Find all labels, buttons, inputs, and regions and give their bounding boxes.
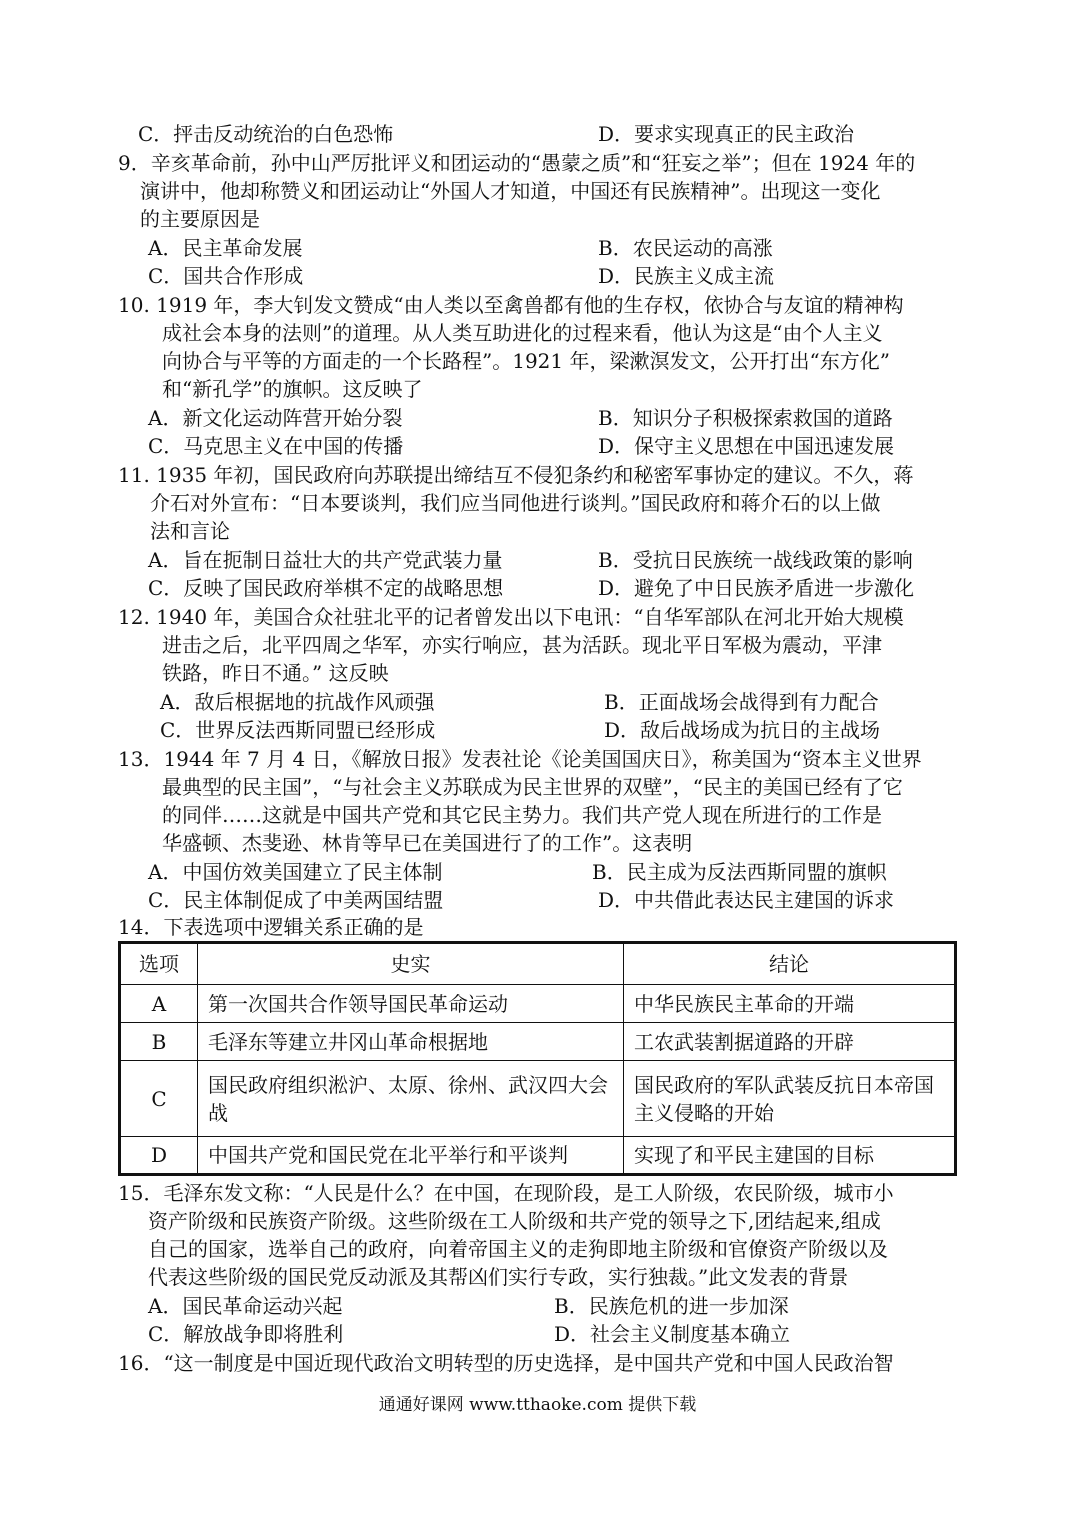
table-cell-fact: 国民政府组织淞沪、太原、徐州、武汉四大会战	[198, 1061, 624, 1137]
table-cell-conclusion: 工农武装割据道路的开辟	[624, 1023, 956, 1061]
q11-option-d: D．避免了中日民族矛盾进一步激化	[598, 576, 915, 600]
q13-stem-line: 13．1944 年 7 月 4 日，《解放日报》发表社论《论美国国庆日》，称美国为“资本主义世界	[118, 747, 922, 771]
table-cell-option: C	[120, 1061, 198, 1137]
table-row	[120, 1137, 956, 1175]
q12-stem-line: 铁路，昨日不通。” 这反映	[162, 661, 389, 685]
q8-option-d: D．要求实现真正的民主政治	[598, 122, 855, 146]
q15-option-c: C．解放战争即将胜利	[148, 1322, 344, 1346]
q10-option-b: B．知识分子积极探索救国的道路	[598, 406, 893, 430]
table-header-fact: 史实	[198, 943, 624, 985]
q13-stem-line: 的同伴……这就是中国共产党和其它民主势力。我们共产党人现在所进行的工作是	[162, 803, 882, 827]
table-row	[120, 1023, 956, 1061]
q9-stem-line: 的主要原因是	[140, 207, 260, 231]
page-footer: 通通好课网 www.tthaoke.com 提供下载	[378, 1395, 697, 1415]
q10-stem-line: 和“新孔学”的旗帜。这反映了	[162, 377, 423, 401]
q15-stem-line: 自己的国家，选举自己的政府，向着帝国主义的走狗即地主阶级和官僚资产阶级以及	[148, 1237, 888, 1261]
table-cell-fact: 毛泽东等建立井冈山革命根据地	[198, 1023, 624, 1061]
table-cell-fact: 第一次国共合作领导国民革命运动	[198, 985, 624, 1023]
table-row	[120, 1061, 956, 1137]
q13-stem-line: 最典型的民主国”，“与社会主义苏联成为民主世界的双壁”，“民主的美国已经有了它	[162, 775, 903, 799]
q11-option-a: A．旨在扼制日益壮大的共产党武装力量	[148, 548, 503, 572]
q12-option-c: C．世界反法西斯同盟已经形成	[160, 718, 436, 742]
table-cell-conclusion: 国民政府的军队武装反抗日本帝国主义侵略的开始	[624, 1061, 956, 1137]
q11-stem-line: 11. 1935 年初，国民政府向苏联提出缔结互不侵犯条约和秘密军事协定的建议。不久，蒋	[118, 463, 914, 487]
table-cell-option: B	[120, 1023, 198, 1061]
table-header-row	[120, 943, 956, 985]
q9-option-d: D．民族主义成主流	[598, 264, 775, 288]
q10-option-c: C．马克思主义在中国的传播	[148, 434, 404, 458]
q13-option-b: B．民主成为反法西斯同盟的旗帜	[592, 860, 887, 884]
q13-option-a: A．中国仿效美国建立了民主体制	[148, 860, 443, 884]
table-cell-conclusion: 中华民族民主革命的开端	[624, 985, 956, 1023]
q11-option-b: B．受抗日民族统一战线政策的影响	[598, 548, 913, 572]
q9-stem-line: 演讲中，他却称赞义和团运动让“外国人才知道，中国还有民族精神”。出现这一变化	[140, 179, 881, 203]
q15-stem-line: 资产阶级和民族资产阶级。这些阶级在工人阶级和共产党的领导之下,团结起来,组成	[148, 1209, 881, 1233]
q12-option-d: D．敌后战场成为抗日的主战场	[604, 718, 881, 742]
table-cell-option: D	[120, 1137, 198, 1175]
table-cell-conclusion: 实现了和平民主建国的目标	[624, 1137, 956, 1175]
table-cell-fact: 中国共产党和国民党在北平举行和平谈判	[198, 1137, 624, 1175]
q9-option-c: C．国共合作形成	[148, 264, 304, 288]
q10-stem-line: 向协合与平等的方面走的一个长路程”。1921 年，梁漱溟发文，公开打出“东方化”	[162, 349, 890, 373]
q14-table	[118, 941, 957, 1176]
q13-option-d: D．中共借此表达民主建国的诉求	[598, 888, 895, 912]
q9-option-b: B．农民运动的高涨	[598, 236, 773, 260]
table-header-option: 选项	[120, 943, 198, 985]
q10-stem-line: 成社会本身的法则”的道理。从人类互助进化的过程来看，他认为这是“由个人主义	[162, 321, 883, 345]
q12-option-b: B．正面战场会战得到有力配合	[604, 690, 879, 714]
q10-option-a: A．新文化运动阵营开始分裂	[148, 406, 403, 430]
q14-stem: 14．下表选项中逻辑关系正确的是	[118, 915, 424, 939]
q12-option-a: A．敌后根据地的抗战作风顽强	[160, 690, 435, 714]
q11-stem-line: 介石对外宣布：“日本要谈判，我们应当同他进行谈判。”国民政府和蒋介石的以上做	[150, 491, 881, 515]
q12-stem-line: 12. 1940 年，美国合众社驻北平的记者曾发出以下电讯：“自华军部队在河北开始大规模	[118, 605, 904, 629]
q9-stem-line: 9．辛亥革命前，孙中山严厉批评义和团运动的“愚蒙之质”和“狂妄之举”；但在 1924 年的	[118, 151, 916, 175]
q11-stem-line: 法和言论	[150, 519, 230, 543]
q8-option-c: C．抨击反动统治的白色恐怖	[138, 122, 394, 146]
q10-option-d: D．保守主义思想在中国迅速发展	[598, 434, 895, 458]
q15-stem-line: 15．毛泽东发文称：“人民是什么？在中国，在现阶段，是工人阶级，农民阶级，城市小	[118, 1181, 894, 1205]
q16-stem-line: 16．“这一制度是中国近现代政治文明转型的历史选择，是中国共产党和中国人民政治智	[118, 1351, 894, 1375]
table-header-conclusion: 结论	[624, 943, 956, 985]
q10-stem-line: 10. 1919 年，李大钊发文赞成“由人类以至禽兽都有他的生存权，依协合与友谊的精神构	[118, 293, 904, 317]
table-row	[120, 985, 956, 1023]
table-cell-option: A	[120, 985, 198, 1023]
q15-option-a: A．国民革命运动兴起	[148, 1294, 343, 1318]
q9-option-a: A．民主革命发展	[148, 236, 303, 260]
q13-stem-line: 华盛顿、杰斐逊、林肯等早已在美国进行了的工作”。这表明	[162, 831, 693, 855]
q12-stem-line: 进击之后，北平四周之华军，亦实行响应，甚为活跃。现北平日军极为震动，平津	[162, 633, 882, 657]
q15-option-b: B．民族危机的进一步加深	[554, 1294, 789, 1318]
q11-option-c: C．反映了国民政府举棋不定的战略思想	[148, 576, 504, 600]
q13-option-c: C．民主体制促成了中美两国结盟	[148, 888, 444, 912]
q15-stem-line: 代表这些阶级的国民党反动派及其帮凶们实行专政，实行独裁。”此文发表的背景	[148, 1265, 849, 1289]
q15-option-d: D．社会主义制度基本确立	[554, 1322, 791, 1346]
